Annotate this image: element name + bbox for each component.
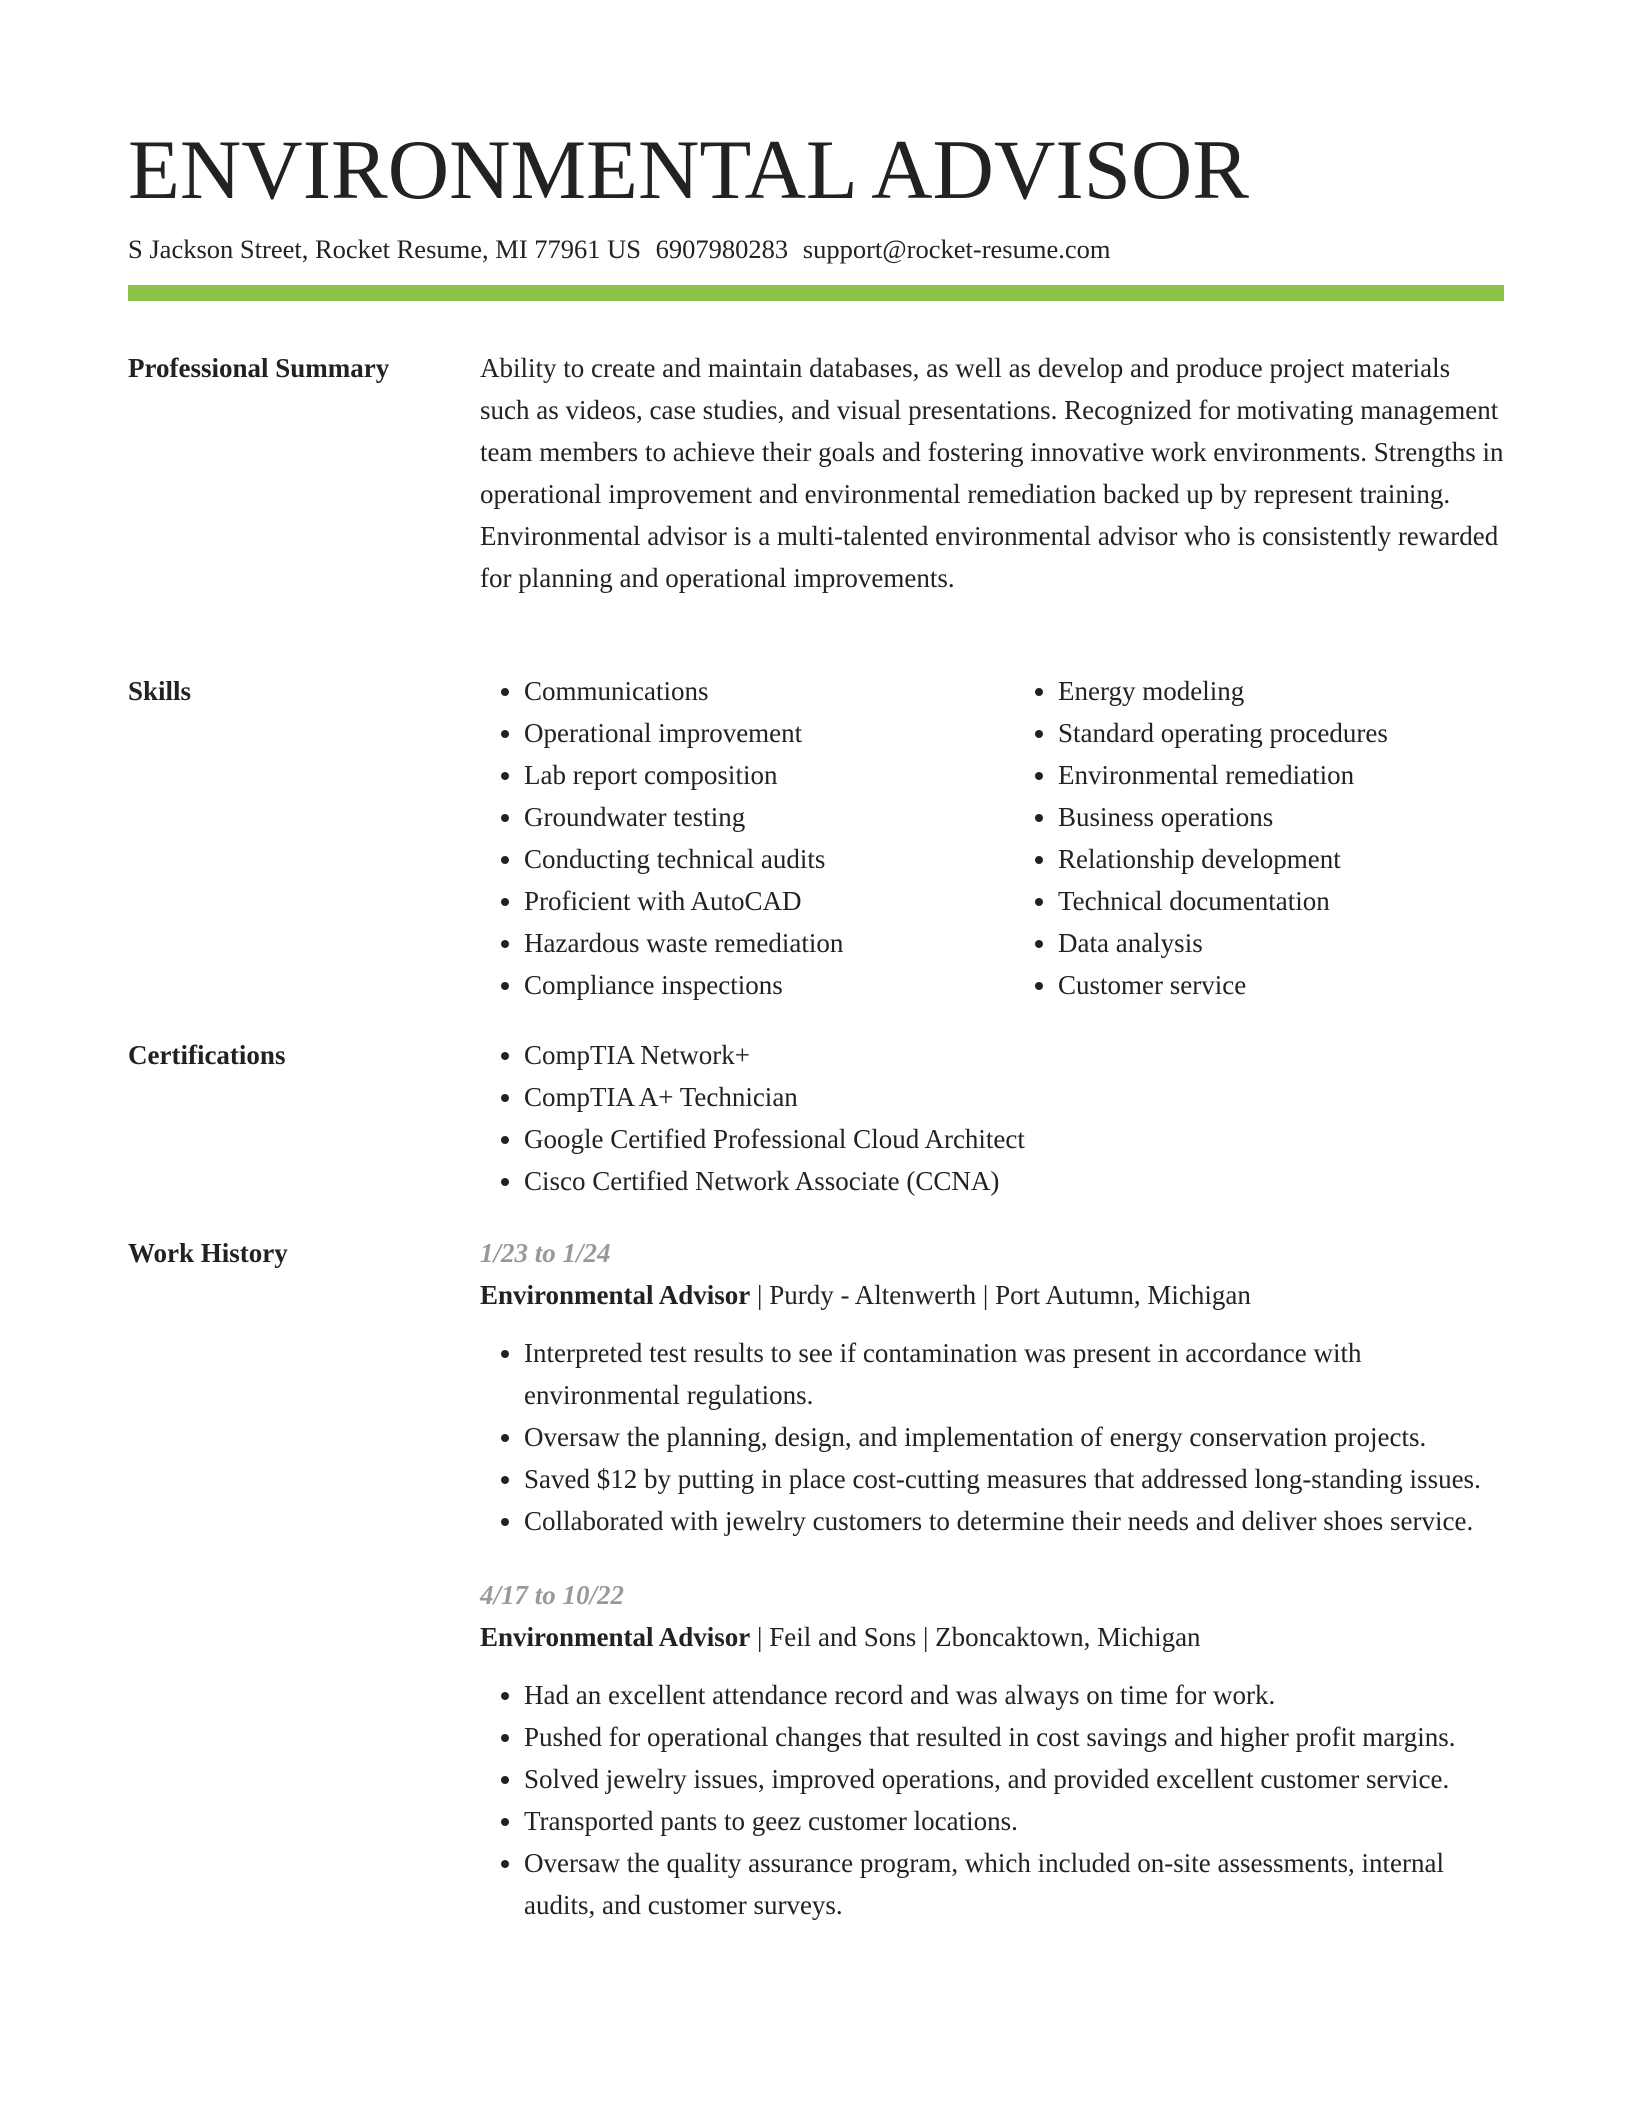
summary-text: Ability to create and maintain databases, as well as develop and produce project materials such as videos, case studies, and visual presentations. Recognized for motivating management team members to achieve their goals and fostering innovative work environments. Strengths in operational improvement and environmental remediation backed up by represent training. Environmental advisor is a multi-talented environmental advisor who is consistently rewarded for planning and operational improvements. xyxy=(480,353,1504,593)
skill-item: • Data analysis xyxy=(1058,922,1504,964)
job-bullet: • Pushed for operational changes that resulted in cost savings and higher profit margins. xyxy=(524,1716,1504,1758)
job-entry xyxy=(480,1232,1504,1542)
skill-item: • Relationship development xyxy=(1058,838,1504,880)
skill-item: • Conducting technical audits xyxy=(524,838,970,880)
skill-item: • Communications xyxy=(524,670,970,712)
job-bullet: • Interpreted test results to see if contamination was present in accordance with environmental regulations. xyxy=(524,1332,1504,1416)
skill-item: • Proficient with AutoCAD xyxy=(524,880,970,922)
contact-email: support@rocket-resume.com xyxy=(802,234,1111,264)
job-details: | Purdy - Altenwerth | Port Autumn, Michigan xyxy=(750,1280,1251,1310)
skill-item: • Business operations xyxy=(1058,796,1504,838)
summary-body xyxy=(480,347,1504,599)
job-bullet: • Saved $12 by putting in place cost-cutting measures that addressed long-standing issues. xyxy=(524,1458,1504,1500)
skill-item: • Compliance inspections xyxy=(524,964,970,1006)
contact-phone: 6907980283 xyxy=(655,234,789,264)
job-bullet: • Had an excellent attendance record and was always on time for work. xyxy=(524,1674,1504,1716)
skill-item: • Standard operating procedures xyxy=(1058,712,1504,754)
summary-heading: Professional Summary xyxy=(128,353,390,383)
skill-item: • Energy modeling xyxy=(1058,670,1504,712)
skill-item: • Environmental remediation xyxy=(1058,754,1504,796)
resume-name: ENVIRONMENTAL ADVISOR xyxy=(128,123,1249,217)
job-entry xyxy=(480,1574,1504,1926)
contact-address: S Jackson Street, Rocket Resume, MI 77961 US xyxy=(128,234,642,264)
job-dates: 4/17 to 10/22 xyxy=(480,1580,625,1610)
certifications-heading: Certifications xyxy=(128,1040,286,1070)
job-heading xyxy=(480,1274,1504,1316)
job-bullet: • Solved jewelry issues, improved operations, and provided excellent customer service. xyxy=(524,1758,1504,1800)
header-divider xyxy=(128,285,1504,301)
job-title: Environmental Advisor xyxy=(480,1622,751,1652)
contact-line xyxy=(128,230,1111,268)
certifications-body xyxy=(480,1034,1504,1202)
skill-item: • Technical documentation xyxy=(1058,880,1504,922)
skill-item: • Hazardous waste remediation xyxy=(524,922,970,964)
job-bullet: • Oversaw the planning, design, and implementation of energy conservation projects. xyxy=(524,1416,1504,1458)
job-details: | Feil and Sons | Zboncaktown, Michigan xyxy=(750,1622,1201,1652)
work-history-body xyxy=(480,1232,1504,1926)
certification-item: • CompTIA A+ Technician xyxy=(524,1076,1504,1118)
work-history-heading: Work History xyxy=(128,1238,288,1268)
job-bullets xyxy=(480,1332,1504,1542)
job-bullet: • Transported pants to geez customer locations. xyxy=(524,1800,1504,1842)
job-bullet: • Collaborated with jewelry customers to determine their needs and deliver shoes service. xyxy=(524,1500,1504,1542)
certification-item: • Cisco Certified Network Associate (CCNA) xyxy=(524,1160,1504,1202)
certification-item: • Google Certified Professional Cloud Architect xyxy=(524,1118,1504,1160)
job-heading xyxy=(480,1616,1504,1658)
skills-heading: Skills xyxy=(128,676,192,706)
certifications-list xyxy=(480,1034,1504,1202)
skills-body xyxy=(480,670,1504,1006)
skills-list-right xyxy=(1014,670,1504,1006)
skill-item: • Customer service xyxy=(1058,964,1504,1006)
skill-item: • Operational improvement xyxy=(524,712,970,754)
certification-item: • CompTIA Network+ xyxy=(524,1034,1504,1076)
skill-item: • Groundwater testing xyxy=(524,796,970,838)
skills-columns xyxy=(480,670,1504,1006)
skill-item: • Lab report composition xyxy=(524,754,970,796)
skills-list-left xyxy=(480,670,970,1006)
job-bullet: • Oversaw the quality assurance program, which included on-site assessments, internal audits, and customer surveys. xyxy=(524,1842,1504,1926)
job-dates: 1/23 to 1/24 xyxy=(480,1238,611,1268)
job-bullets xyxy=(480,1674,1504,1926)
job-title: Environmental Advisor xyxy=(480,1280,751,1310)
